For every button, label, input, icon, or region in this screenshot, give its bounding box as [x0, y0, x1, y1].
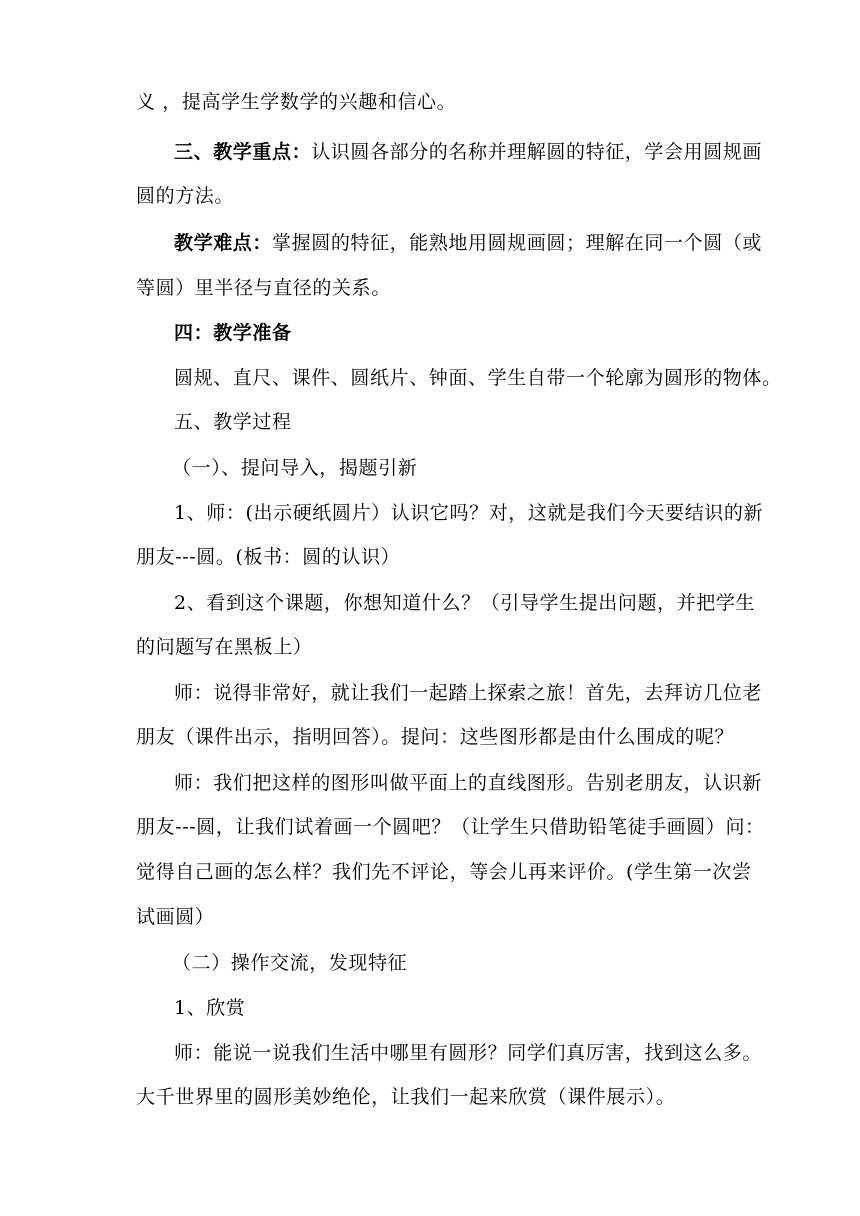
text-line: 圆规、直尺、课件、圆纸片、钟面、学生自带一个轮廓为圆形的物体。	[174, 367, 782, 389]
text-line: 师：我们把这样的图形叫做平面上的直线图形。告别老朋友，认识新	[174, 772, 763, 794]
subsection-heading: 1、欣赏	[174, 997, 246, 1019]
text-line: 大千世界里的圆形美妙绝伦，让我们一起来欣赏（课件展示）。	[136, 1086, 676, 1108]
text-line: 朋友---圆，让我们试着画一个圆吧？（让学生只借助铅笔徒手画圆）问：	[136, 816, 765, 838]
subsection-heading: （二）操作交流，发现特征	[172, 952, 408, 974]
text-line: 的问题写在黑板上）	[136, 636, 313, 658]
teaching-focus-line	[174, 140, 786, 164]
text-line: 等圆）里半径与直径的关系。	[136, 277, 391, 299]
text-line: 朋友（课件出示，指明回答）。提问：这些图形都是由什么围成的呢？	[136, 726, 735, 748]
teaching-difficulty-line	[174, 231, 786, 255]
text-span: 认识圆各部分的名称并理解圆的特征，学会用圆规画	[311, 141, 763, 163]
section-heading: 四：教学准备	[174, 322, 292, 344]
text-line: 2、看到这个课题，你想知道什么？（引导学生提出问题，并把学生	[174, 592, 756, 614]
text-line: 朋友---圆。(板书：圆的认识）	[136, 546, 401, 568]
text-span: 掌握圆的特征，能熟地用圆规画圆；理解在同一个圆（或	[272, 232, 763, 254]
text-line: 师：说得非常好，就让我们一起踏上探索之旅！首先，去拜访几位老	[174, 682, 763, 704]
text-line: 圆的方法。	[136, 185, 235, 207]
text-line: 觉得自己画的怎么样？我们先不评论，等会儿再来评价。(学生第一次尝	[136, 861, 752, 883]
text-line: 1、师：(出示硬纸圆片）认识它吗？对，这就是我们今天要结识的新	[174, 502, 764, 524]
text-line: 义 ，提高学生学数学的兴趣和信心。	[136, 91, 457, 113]
section-heading: 五、教学过程	[174, 411, 292, 433]
section-heading: 教学难点：	[174, 232, 273, 254]
section-heading: 三、教学重点：	[174, 141, 312, 163]
text-line: 试画圆）	[136, 906, 215, 928]
text-line: 师：能说一说我们生活中哪里有圆形？同学们真厉害，找到这么多。	[174, 1042, 763, 1064]
subsection-heading: （一）、提问导入，揭题引新	[172, 457, 418, 479]
